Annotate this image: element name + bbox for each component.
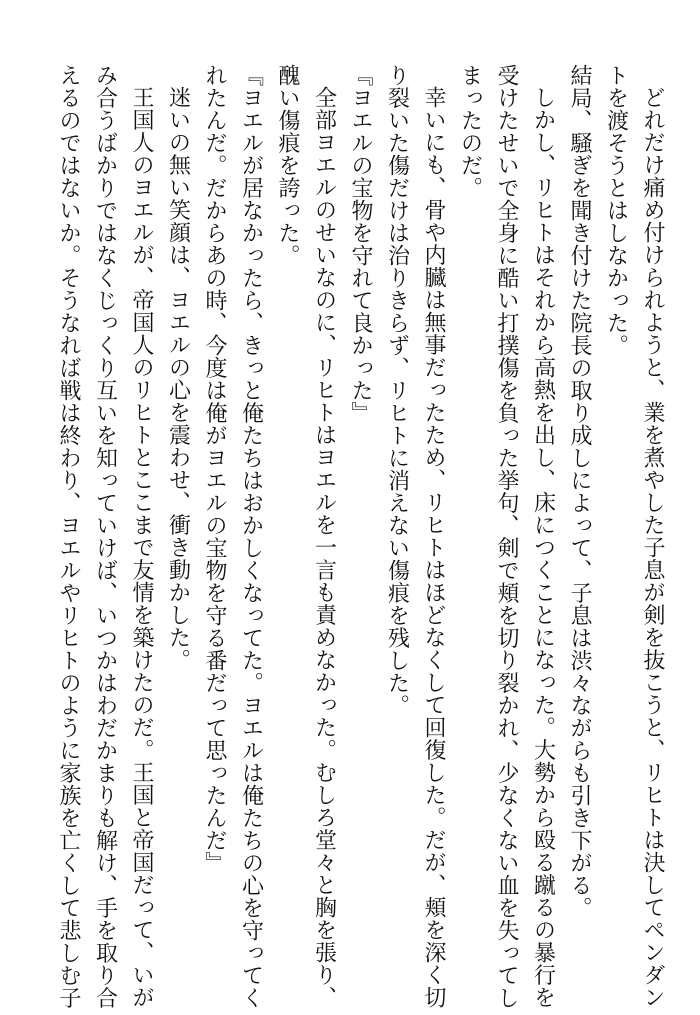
text-column: えるのではないか。そうなれば戦は終わり、ヨエルやリヒトのように家族を亡くして悲しむ子	[56, 64, 81, 1009]
text-column: 受けたせいで全身に酷い打撲傷を負った挙句、剣で頬を切り裂かれ、少なくない血を失ってし	[494, 64, 519, 1009]
text-column: り裂いた傷だけは治りきらず、リヒトに消えない傷痕を残した。	[384, 64, 410, 717]
text-column: 迷いの無い笑顔は、ヨエルの心を震わせ、衝き動かした。	[165, 86, 191, 671]
text-column: どれだけ痛め付けられようと、業を煮やした子息が剣を抜こうと、リヒトは決してペンダン	[640, 86, 665, 1009]
text-column: トを渡そうとはしなかった。	[603, 64, 629, 357]
text-column: 幸いにも、骨や内臓は無事だったため、リヒトはほどなくして回復した。だが、頬を深く切	[421, 86, 446, 1009]
text-column: しかし、リヒトはそれから高熱を出し、床につくことになった。大勢から殴る蹴るの暴行を	[530, 86, 556, 1009]
text-column: 『ヨエルが居なかったら、きっと俺たちはおかしくなってた。ヨエルは俺たちの心を守ってく	[238, 64, 264, 1009]
text-column: 『ヨエルの宝物を守れて良かった』	[348, 64, 373, 424]
vertical-text-body	[50, 64, 671, 1009]
text-column: れたんだ。だからあの時、今度は俺がヨエルの宝物を守る番だって思ったんだ』	[202, 64, 227, 874]
text-column: み合うばかりではなくじっくり互いを知っていけば、いつかはわだかまりも解け、手を取り合	[92, 64, 118, 1009]
text-column: まったのだ。	[457, 64, 483, 199]
text-column: 全部ヨエルのせいなのに、リヒトはヨエルを一言も責めなかった。むしろ堂々と胸を張り、	[311, 86, 337, 1009]
text-column: 王国人のヨエルが、帝国人のリヒトとここまで友情を築けたのだ。王国と帝国だって、いが	[129, 86, 154, 1009]
text-column: 醜い傷痕を誇った。	[275, 64, 300, 267]
text-column: 結局、騒ぎを聞き付けた院長の取り成しによって、子息は渋々ながらも引き下がる。	[567, 64, 592, 919]
